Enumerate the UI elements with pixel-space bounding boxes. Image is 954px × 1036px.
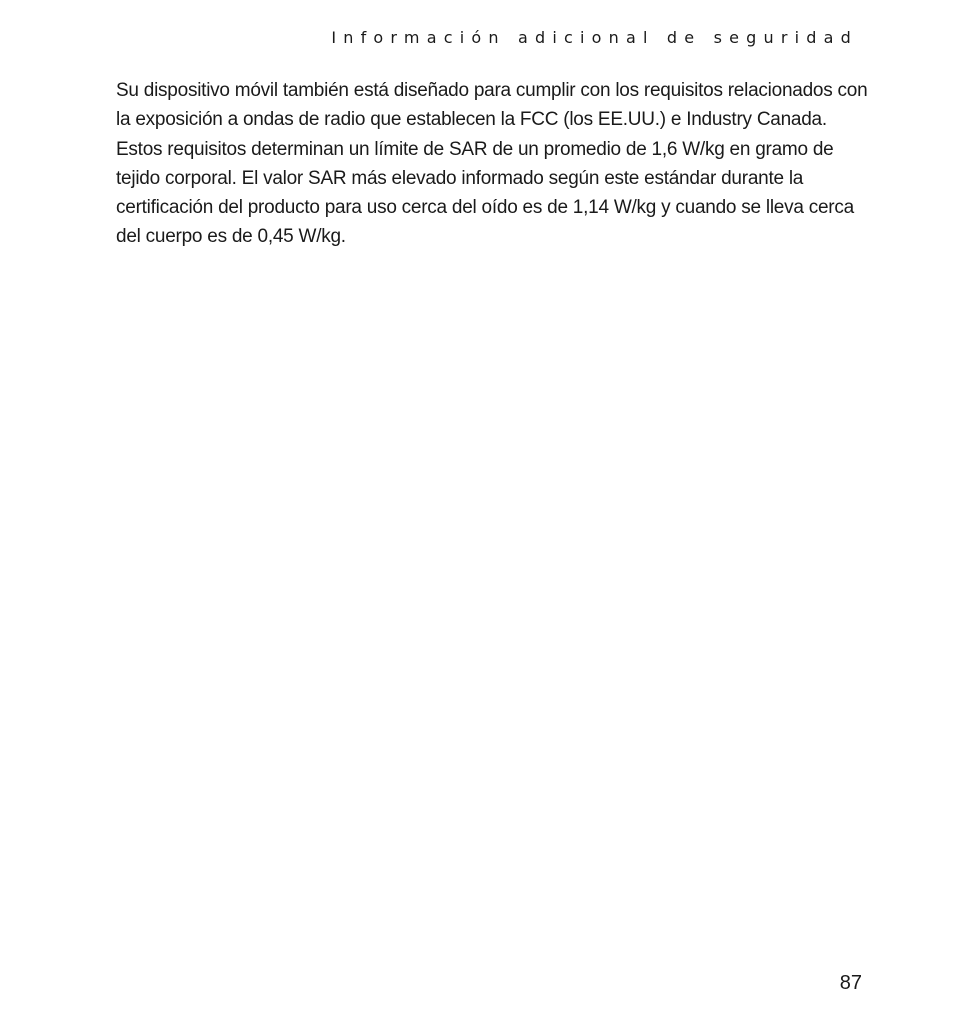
page-number: 87	[839, 972, 862, 994]
body-paragraph: Su dispositivo móvil también está diseñado para cumplir con los requisitos relacionados con la exposición a ondas de radio que establecen la FCC (los EE.UU.) e Industry Canada. Estos requisitos determinan un límite de SAR de un promedio de 1,6 W/kg en gramo de tejido corporal. El valor SAR más elevado informado según este estándar durante la certificación del producto para uso cerca del oído es de 1,14 W/kg y cuando se lleva cerca del cuerpo es de 0,45 W/kg.	[116, 80, 868, 248]
running-header: Información adicional de seguridad	[331, 28, 858, 47]
